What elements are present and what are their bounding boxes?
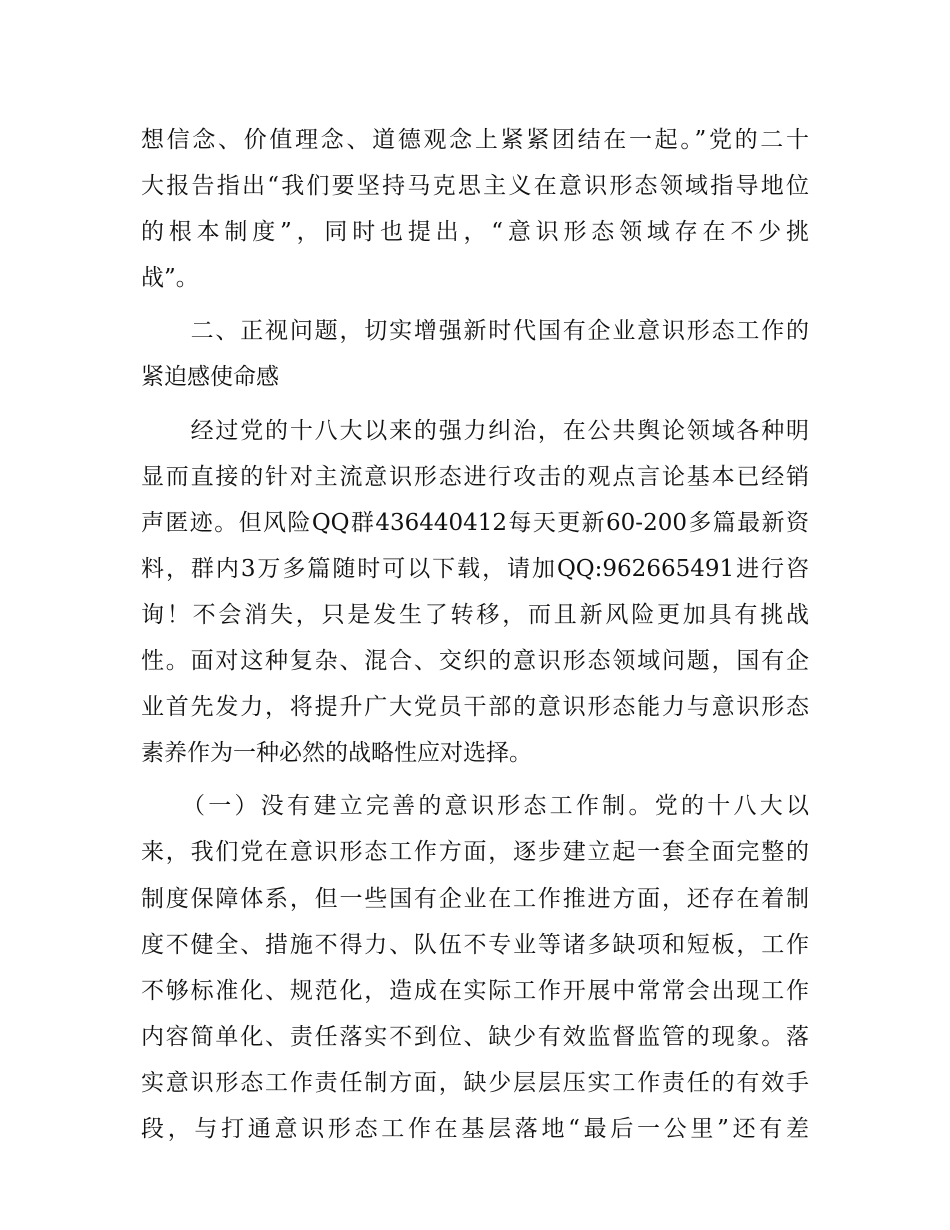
text-line: 段，与打通意识形态工作在基层落地“最后一公里”还有差 <box>141 1115 809 1142</box>
text-line: 性。面对这种复杂、混合、交织的意识形态领域问题，国有企 <box>141 648 809 675</box>
text-line: 二、正视问题，切实增强新时代国有企业意识形态工作的 <box>141 318 809 345</box>
text-line: 想信念、价值理念、道德观念上紧紧团结在一起。”党的二十 <box>141 127 809 153</box>
text-line: 不够标准化、规范化，造成在实际工作开展中常常会出现工作 <box>141 977 809 1004</box>
text-line: 制度保障体系，但一些国有企业在工作推进方面，还存在着制 <box>141 885 809 912</box>
text-line: 经过党的十八大以来的强力纠治，在公共舆论领域各种明 <box>141 417 809 444</box>
text-line: 的根本制度”，同时也提出，“意识形态领域存在不少挑 <box>141 219 809 246</box>
paragraph <box>141 408 809 777</box>
text-line: 来，我们党在意识形态工作方面，逐步建立起一套全面完整的 <box>141 839 809 866</box>
paragraph <box>141 783 809 1152</box>
section-heading <box>141 308 809 400</box>
text-line: 声匿迹。但风险QQ群436440412每天更新60-200多篇最新资 <box>141 509 809 536</box>
text-line: 内容简单化、责任落实不到位、缺少有效监督监管的现象。落 <box>141 1023 809 1050</box>
text-line: 业首先发力，将提升广大党员干部的意识形态能力与意识形态 <box>141 694 809 721</box>
document-page <box>141 117 809 1152</box>
text-line: 询！不会消失，只是发生了转移，而且新风险更加具有挑战 <box>141 601 809 628</box>
text-line: 料，群内3万多篇随时可以下载，请加QQ:962665491进行咨 <box>141 555 809 582</box>
text-line: 紧迫感使命感 <box>141 364 279 391</box>
text-line: 素养作为一种必然的战略性应对选择。 <box>141 740 532 767</box>
text-line: 大报告指出“我们要坚持马克思主义在意识形态领域指导地位 <box>141 173 809 200</box>
text-line: 战”。 <box>141 265 199 292</box>
text-line: （一）没有建立完善的意识形态工作制。党的十八大以 <box>141 793 809 820</box>
text-line: 实意识形态工作责任制方面，缺少层层压实工作责任的有效手 <box>141 1069 809 1096</box>
text-line: 显而直接的针对主流意识形态进行攻击的观点言论基本已经销 <box>141 463 809 490</box>
text-line: 度不健全、措施不得力、队伍不专业等诸多缺项和短板，工作 <box>141 931 809 958</box>
paragraph <box>141 117 809 301</box>
